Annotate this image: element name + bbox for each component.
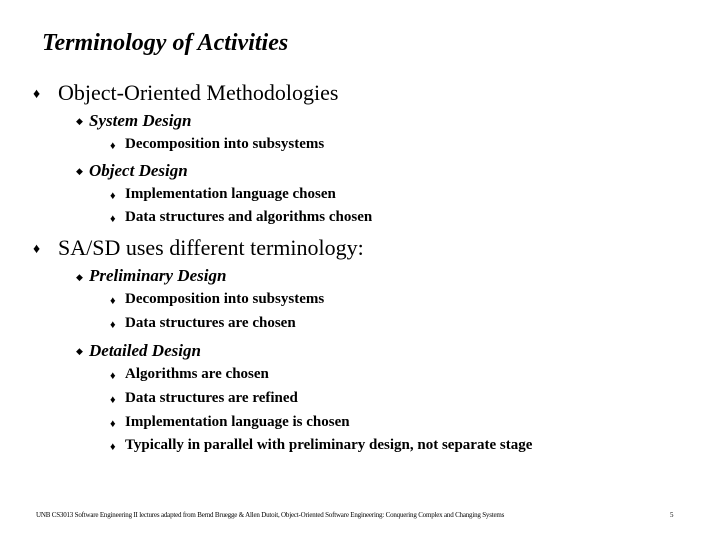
sub-bullet-icon: ◆ xyxy=(76,346,83,356)
bullet-icon: ♦ xyxy=(33,242,41,257)
sub-sub-bullet-icon: ♦ xyxy=(110,190,116,202)
sub-bullet-icon: ◆ xyxy=(76,166,83,176)
bullet-text: SA/SD uses different terminology: xyxy=(58,235,364,260)
page-title: Terminology of Activities xyxy=(42,30,289,56)
sub-sub-bullet-text: Data structures are refined xyxy=(125,390,298,406)
page-number: 5 xyxy=(670,511,674,519)
sub-bullet-icon: ◆ xyxy=(76,272,83,282)
bullet-icon: ♦ xyxy=(33,87,41,102)
sub-sub-bullet-text: Data structures are chosen xyxy=(125,315,296,331)
sub-bullet-text: System Design xyxy=(89,111,192,130)
sub-bullet-text: Object Design xyxy=(89,161,188,180)
sub-sub-bullet-icon: ♦ xyxy=(110,441,116,453)
sub-sub-bullet-icon: ♦ xyxy=(110,370,116,382)
sub-sub-bullet-icon: ♦ xyxy=(110,295,116,307)
sub-sub-bullet-text: Decomposition into subsystems xyxy=(125,291,325,307)
sub-bullet-text: Preliminary Design xyxy=(89,266,227,285)
sub-bullet-icon: ◆ xyxy=(76,116,83,126)
sub-sub-bullet-text: Data structures and algorithms chosen xyxy=(125,209,373,225)
sub-sub-bullet-icon: ♦ xyxy=(110,319,116,331)
sub-bullet-text: Detailed Design xyxy=(89,341,201,360)
sub-sub-bullet-text: Implementation language is chosen xyxy=(125,414,350,430)
sub-sub-bullet-icon: ♦ xyxy=(110,394,116,406)
sub-sub-bullet-text: Typically in parallel with preliminary design, not separate stage xyxy=(125,437,533,453)
sub-sub-bullet-text: Algorithms are chosen xyxy=(125,366,269,382)
sub-sub-bullet-text: Implementation language chosen xyxy=(125,186,336,202)
bullet-text: Object-Oriented Methodologies xyxy=(58,80,339,105)
sub-sub-bullet-icon: ♦ xyxy=(110,418,116,430)
sub-sub-bullet-icon: ♦ xyxy=(110,140,116,152)
slide-footer: UNB CS3013 Software Engineering II lectures adapted from Bernd Bruegge & Allen Dutoit, Object-Oriented Software Engineering: Conquering Complex and Changing Systems xyxy=(36,511,505,519)
sub-sub-bullet-icon: ♦ xyxy=(110,213,116,225)
sub-sub-bullet-text: Decomposition into subsystems xyxy=(125,136,325,152)
